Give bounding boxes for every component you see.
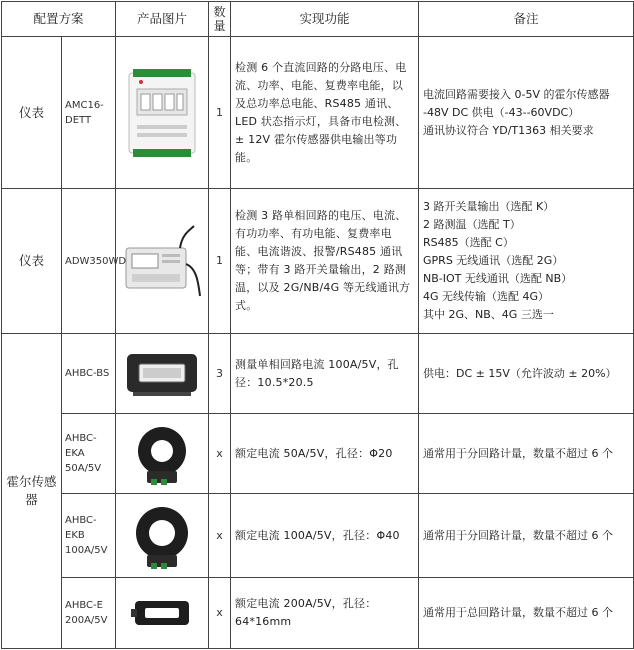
product-photo-ahbc-ekb: [116, 494, 209, 578]
function-cell: 检测 3 路单相回路的电压、电流、有功功率、有功电能、复费率电能、电流谐波、报警/RS485 通讯等；带有 3 路开关量输出，2 路测温，以及 2G/NB/4G 等无线通讯方式。: [231, 189, 419, 334]
model-cell: AMC16-DETT: [62, 37, 116, 189]
product-photo-ahbc-bs: [116, 334, 209, 414]
table-row: [2, 37, 634, 189]
note-line: 电流回路需要接入 0-5V 的霍尔传感器: [423, 87, 610, 101]
model-cell: ADW350WD: [62, 189, 116, 334]
table-row: [2, 334, 634, 414]
note-line: 3 路开关量输出（选配 K）: [423, 200, 555, 213]
hall-sensor-slot-icon: [127, 593, 197, 633]
function-cell: 额定电流 200A/5V，孔径：64*16mm: [231, 578, 419, 649]
config-group-hall-sensor: 霍尔传感器: [2, 334, 62, 649]
model-cell: AHBC-BS: [62, 334, 116, 414]
note-cell: [419, 494, 634, 578]
hall-sensor-ring-icon: [127, 501, 197, 571]
product-photo-amc16: [116, 37, 209, 189]
function-cell: 检测 6 个直流回路的分路电压、电流、功率、电能、复费率电能，以及总功率总电能、RS485 通讯、LED 状态指示灯，具备市电检测、± 12V 霍尔传感器供电输出等功能。: [231, 37, 419, 189]
note-cell: [419, 189, 634, 334]
note-line: 通常用于分回路计量，数量不超过 6 个: [423, 528, 614, 542]
note-line: 供电：DC ± 15V（允许波动 ± 20%）: [423, 366, 617, 380]
hall-sensor-ring-icon: [127, 421, 197, 487]
din-rail-meter-icon: [123, 67, 201, 159]
note-cell: [419, 334, 634, 414]
function-cell: 额定电流 100A/5V，孔径：Φ40: [231, 494, 419, 578]
function-cell: 额定电流 50A/5V，孔径：Φ20: [231, 414, 419, 494]
note-cell: [419, 414, 634, 494]
note-line: 通讯协议符合 YD/T1363 相关要求: [423, 123, 594, 137]
note-cell: [419, 578, 634, 649]
product-photo-ahbc-e: [116, 578, 209, 649]
table-row: [2, 578, 634, 649]
note-line: 2 路测温（选配 T）: [423, 218, 521, 231]
qty-cell: x: [209, 494, 231, 578]
header-note: 备注: [419, 2, 634, 37]
qty-cell: 3: [209, 334, 231, 414]
note-line: RS485（选配 C）: [423, 236, 514, 249]
spec-table: [1, 1, 634, 649]
model-cell: AHBC-E 200A/5V: [62, 578, 116, 649]
hall-sensor-rect-icon: [123, 350, 201, 398]
note-line: GPRS 无线通讯（选配 2G）: [423, 254, 564, 267]
note-line: 其中 2G、NB、4G 三选一: [423, 308, 554, 321]
config-group-meter: 仪表: [2, 189, 62, 334]
header-func: 实现功能: [231, 2, 419, 37]
qty-cell: 1: [209, 189, 231, 334]
note-line: 通常用于总回路计量，数量不超过 6 个: [423, 606, 614, 619]
header-qty: 数量: [209, 2, 231, 37]
qty-cell: 1: [209, 37, 231, 189]
config-group-meter: 仪表: [2, 37, 62, 189]
note-line: -48V DC 供电（-43--60VDC）: [423, 105, 580, 119]
note-line: 通常用于分回路计量，数量不超过 6 个: [423, 446, 614, 460]
product-photo-adw350: [116, 189, 209, 334]
table-row: [2, 189, 634, 334]
note-cell: [419, 37, 634, 189]
header-config: 配置方案: [2, 2, 116, 37]
note-line: NB-IOT 无线通讯（选配 NB）: [423, 272, 573, 285]
table-row: [2, 494, 634, 578]
header-row: [2, 2, 634, 37]
table-row: [2, 414, 634, 494]
model-cell: AHBC-EKB 100A/5V: [62, 494, 116, 578]
qty-cell: x: [209, 414, 231, 494]
qty-cell: x: [209, 578, 231, 649]
function-cell: 测量单相回路电流 100A/5V，孔径：10.5*20.5: [231, 334, 419, 414]
model-cell: AHBC-EKA 50A/5V: [62, 414, 116, 494]
header-photo: 产品图片: [116, 2, 209, 37]
note-line: 4G 无线传输（选配 4G）: [423, 290, 550, 303]
product-photo-ahbc-eka: [116, 414, 209, 494]
wireless-meter-icon: [120, 224, 204, 298]
